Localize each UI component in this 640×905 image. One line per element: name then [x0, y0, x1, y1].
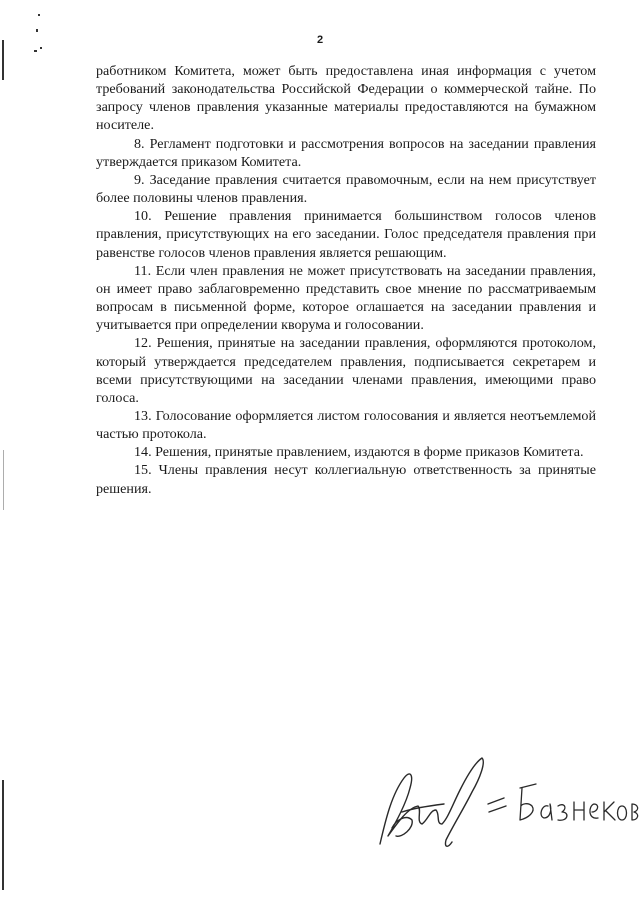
scan-edge-line — [2, 40, 4, 80]
scan-artifact — [40, 47, 42, 49]
paragraph-15: 15. Члены правления несут коллегиальную ответственность за принятые решения. — [96, 462, 596, 497]
page-number: 2 — [316, 34, 324, 46]
paragraph-14: 14. Решения, принятые правлением, издаются в форме приказов Комитета. — [134, 444, 584, 461]
paragraph-11: 11. Если член правления не может присутствовать на заседании правления, он имеет право заблаговременно представить свое мнение по рассматриваемым вопросам в письменной форме, которое оглашается на заседании правления и учитывается при определении кворума и голосовании. — [96, 262, 596, 334]
paragraph-8: 8. Регламент подготовки и рассмотрения вопросов на заседании правления утверждается приказом Комитета. — [96, 135, 596, 170]
document-body — [96, 62, 596, 498]
scan-artifact — [38, 14, 40, 16]
scan-edge-line — [3, 450, 4, 510]
scan-edge-line — [2, 780, 4, 890]
paragraph-13: 13. Голосование оформляется листом голосования и является неотъемлемой частью протокола. — [96, 407, 596, 443]
scan-artifact — [34, 50, 37, 52]
scan-artifact — [36, 29, 38, 32]
paragraph-12: 12. Решения, принятые на заседании правления, оформляются протоколом, который утверждается председателем правления, подписывается секретарем и всеми присутствующими на заседании членами правления, имеющими право голоса. — [96, 335, 596, 406]
paragraph-9: 9. Заседание правления считается правомочным, если на нем присутствует более половины членов правления. — [96, 171, 596, 207]
handwritten-signature — [352, 748, 640, 860]
continuation-paragraph: работником Комитета, может быть предоставлена иная информация с учетом требований законодательства Российской Федерации о коммерческой тайне. По запросу членов правления указанные материалы предоставляются на бумажном носителе. — [96, 63, 596, 134]
paragraph-10: 10. Решение правления принимается большинством голосов членов правления, присутствующих на его заседании. Голос председателя правления при равенстве голосов членов правления является решающим. — [96, 208, 596, 261]
